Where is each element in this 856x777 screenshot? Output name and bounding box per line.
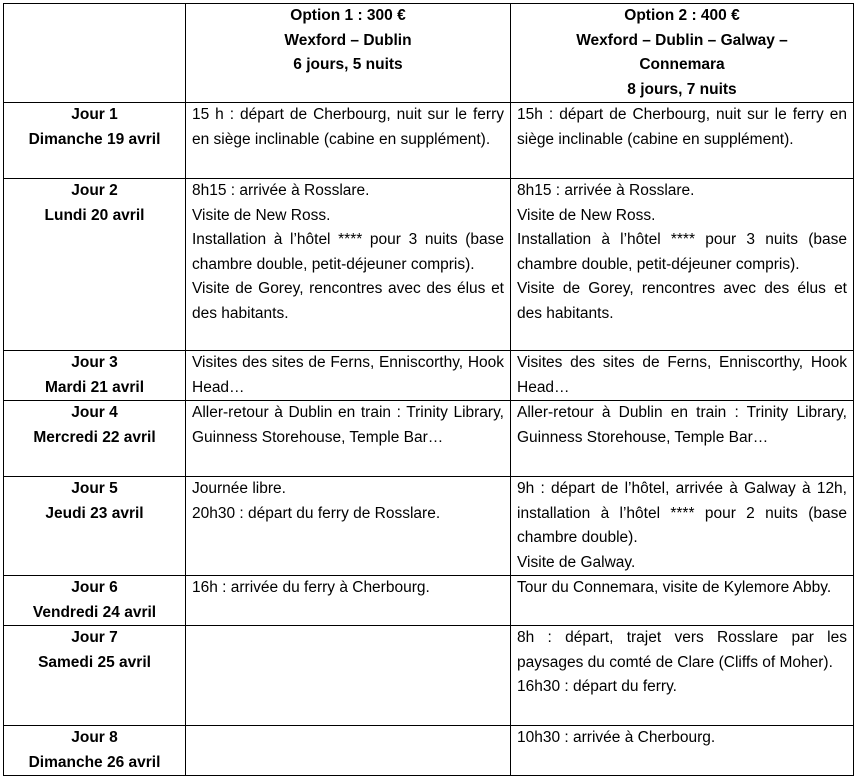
option-1-cell: Aller-retour à Dublin en train : Trinity Library, Guinness Storehouse, Temple Bar… [186,401,511,477]
paragraph: 8h15 : arrivée à Rosslare. [192,182,370,199]
paragraph: Visite de Gorey, rencontres avec des élus et des habitants. [192,280,504,322]
option-1-cell [186,726,511,776]
table-row [4,576,854,626]
day-date: Lundi 20 avril [44,206,145,224]
option-1-price: Option 1 : 300 € [290,7,406,24]
table-row [4,103,854,179]
paragraph: Installation à l’hôtel **** pour 3 nuits (base chambre double, petit-déjeuner compris). [517,231,847,273]
itinerary-table [3,3,854,776]
paragraph: Visite de New Ross. [192,206,331,224]
option-2-route-cont: Connemara [639,56,725,73]
day-cell [4,477,186,576]
option-2-cell: Tour du Connemara, visite de Kylemore Abby. [511,576,854,626]
day-date: Samedi 25 avril [38,653,151,671]
option-1-cell: Visites des sites de Ferns, Enniscorthy, Hook Head… [186,351,511,401]
option-1-route: Wexford – Dublin [284,31,412,49]
paragraph: Installation à l’hôtel **** pour 3 nuits (base chambre double, petit-déjeuner compris). [192,231,504,273]
option-2-cell: Aller-retour à Dublin en train : Trinity Library, Guinness Storehouse, Temple Bar… [511,401,854,477]
day-cell [4,103,186,179]
day-cell [4,726,186,776]
day-cell [4,351,186,401]
day-date: Jeudi 23 avril [45,504,144,522]
option-2-cell [511,626,854,726]
option-2-cell [511,179,854,351]
option-2-duration: 8 jours, 7 nuits [627,80,737,98]
paragraph: 20h30 : départ du ferry de Rosslare. [192,504,441,522]
option-1-duration: 6 jours, 5 nuits [293,56,403,73]
paragraph: Visite de New Ross. [517,206,656,224]
day-date: Mardi 21 avril [44,378,145,396]
day-number: Jour 5 [71,480,118,497]
paragraph: Visite de Galway. [517,553,636,571]
option-2-price: Option 2 : 400 € [624,7,740,24]
day-cell [4,626,186,726]
day-number: Jour 2 [71,182,118,199]
option-1-cell: 16h : arrivée du ferry à Cherbourg. [186,576,511,626]
day-number: Jour 7 [71,629,118,646]
table-row [4,179,854,351]
day-cell [4,401,186,477]
option-2-route: Wexford – Dublin – Galway – [576,31,788,49]
paragraph: 16h30 : départ du ferry. [517,678,677,695]
header-option-2 [511,4,854,103]
day-date: Mercredi 22 avril [33,428,156,446]
paragraph: 8h15 : arrivée à Rosslare. [517,182,695,199]
table-row [4,477,854,576]
paragraph: Visite de Gorey, rencontres avec des élus et des habitants. [517,280,847,322]
day-number: Jour 8 [71,729,118,746]
day-date: Vendredi 24 avril [32,603,157,621]
header-option-1 [186,4,511,103]
option-2-cell [511,477,854,576]
option-2-cell: 15h : départ de Cherbourg, nuit sur le ferry en siège inclinable (cabine en supplément). [511,103,854,179]
day-date: Dimanche 26 avril [28,753,161,771]
table-row [4,401,854,477]
header-empty-cell [4,4,186,103]
table-row [4,351,854,401]
paragraph: Journée libre. [192,480,286,497]
option-1-cell [186,477,511,576]
day-number: Jour 3 [71,354,118,371]
day-number: Jour 6 [71,579,118,596]
paragraph: 9h : départ de l’hôtel, arrivée à Galway à 12h, installation à l’hôtel **** pour 2 nuits (base chambre double). [517,480,847,546]
table-row [4,726,854,776]
day-number: Jour 1 [71,106,118,123]
option-1-cell [186,626,511,726]
table-row [4,626,854,726]
option-1-cell: 15 h : départ de Cherbourg, nuit sur le ferry en siège inclinable (cabine en supplément). [186,103,511,179]
day-number: Jour 4 [71,404,118,421]
header-row [4,4,854,103]
option-2-cell: 10h30 : arrivée à Cherbourg. [511,726,854,776]
day-cell [4,576,186,626]
day-date: Dimanche 19 avril [28,130,161,148]
paragraph: 8h : départ, trajet vers Rosslare par les paysages du comté de Clare (Cliffs of Moher). [517,629,847,671]
option-2-cell: Visites des sites de Ferns, Enniscorthy, Hook Head… [511,351,854,401]
option-1-cell [186,179,511,351]
day-cell [4,179,186,351]
